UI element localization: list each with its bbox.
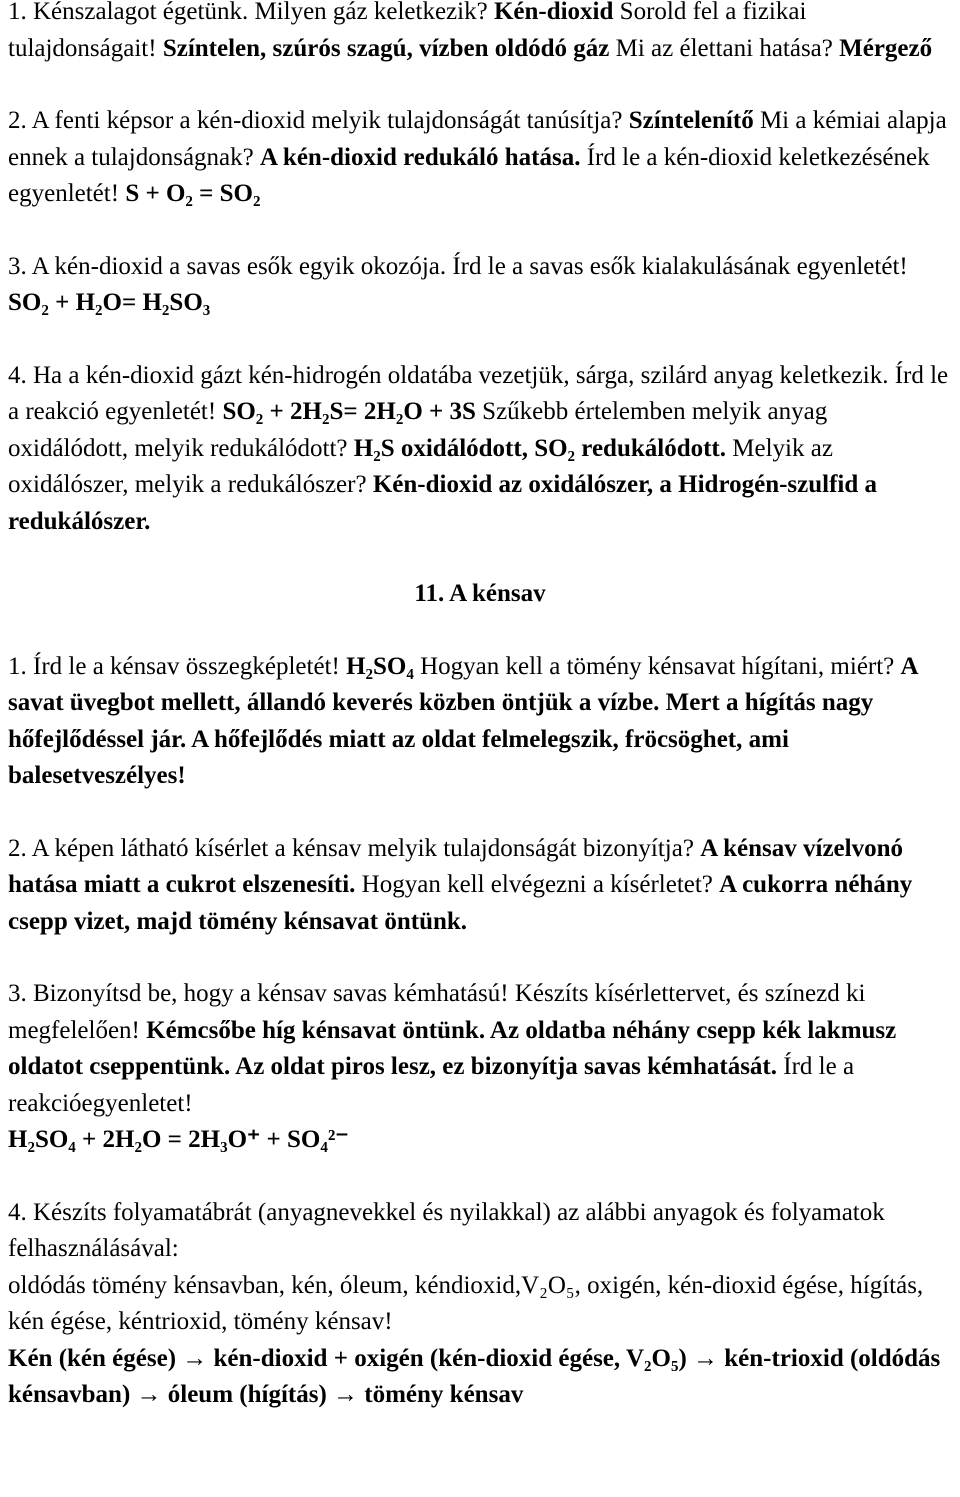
answer-text: A kénsav vízelvonó hatása miatt a cukrot elszenesíti. [8, 834, 903, 898]
question-text: Melyik az oxidálószer, melyik a redukálószer? [8, 434, 833, 498]
question-4 [8, 358, 952, 541]
question-text: 4. Készíts folyamatábrát (anyagnevekkel és nyilakkal) az alábbi anyagok és folyamatok felhasználásával: [8, 1198, 885, 1262]
question-text: Írd le a kén-dioxid keletkezésének egyenletét! [8, 143, 930, 207]
kensav-question-1 [8, 649, 952, 795]
question-text: Sorold fel a fizikai tulajdonságait! [8, 0, 807, 62]
question-text: 1. Kénszalagot égetünk. Milyen gáz keletkezik? [8, 0, 494, 25]
formula: H₂SO₄ [346, 652, 414, 680]
question-text: Szűkebb értelemben melyik anyag oxidálódott, melyik redukálódott? [8, 398, 828, 462]
answer-text: Kémcsőbe híg kénsavat öntünk. Az oldatba néhány csepp kék lakmusz oldatot cseppentünk. Az oldat piros lesz, ez bizonyítja savas kémhatását. [8, 1016, 897, 1080]
kensav-question-2 [8, 831, 952, 941]
answer-text: Színtelenítő [628, 107, 754, 134]
answer-text: H₂S oxidálódott, SO₂ redukálódott. [353, 434, 727, 462]
question-text: 1. Írd le a kénsav összegképletét! [8, 652, 347, 680]
question-1 [8, 0, 952, 67]
question-text: 4. Ha a kén-dioxid gázt kén-hidrogén oldatába vezetjük, sárga, szilárd anyag keletkezik. Írd le a reakció egyenletét! [8, 361, 949, 425]
answer-text: A kén-dioxid redukáló hatása. [260, 143, 581, 171]
answer-text: Kén-dioxid [493, 0, 614, 25]
question-text: Írd le a reakcióegyenletet! [8, 1053, 855, 1117]
question-text: Hogyan kell elvégezni a kísérletet? [355, 871, 720, 898]
answer-text: Mérgező [839, 34, 933, 62]
answer-text: Kén (kén égése) → kén-dioxid + oxigén (kén-dioxid égése, V₂O₅) → kén-trioxid (oldódás kénsavban) → óleum (hígítás) → tömény kénsav [8, 1344, 941, 1408]
question-2 [8, 103, 952, 213]
question-text: Mi az élettani hatása? [609, 34, 840, 62]
answer-text: Színtelen, szúrós szagú, vízben oldódó gáz [162, 34, 610, 62]
equation: S + O₂ = SO₂ [125, 180, 261, 207]
question-text: 2. A fenti képsor a kén-dioxid melyik tulajdonságát tanúsítja? [8, 107, 629, 134]
question-text: 3. A kén-dioxid a savas esők egyik okozója. Írd le a savas esők kialakulásának egyenletét! [8, 252, 908, 280]
answer-text: A cukorra néhány csepp vizet, majd tömény kénsavat öntünk. [8, 871, 913, 935]
question-text: 3. Bizonyítsd be, hogy a kénsav savas kémhatású! Készíts kísérlettervet, és színezd ki megfelelően! [8, 980, 866, 1044]
answer-text: Kén-dioxid az oxidálószer, a Hidrogén-szulfid a redukálószer. [8, 471, 878, 535]
section-title-text: 11. A kénsav [414, 580, 546, 607]
equation: SO₂ + H₂O= H₂SO₃ [8, 289, 211, 316]
kensav-question-4 [8, 1195, 952, 1414]
answer-text: A savat üvegbot mellett, állandó keverés közben öntjük a vízbe. Mert a hígítás nagy hőfejlődéssel jár. A hőfejlődés miatt az oldat felmelegszik, fröcsöghet, ami balesetveszélyes! [8, 652, 918, 789]
equation: H₂SO₄ + 2H₂O = 2H₃O⁺ + SO₄²⁻ [8, 1126, 349, 1153]
question-text: Mi a kémiai alapja ennek a tulajdonságnak? [8, 107, 947, 171]
equation: SO₂ + 2H₂S= 2H₂O + 3S [222, 398, 476, 425]
material-list: oldódás tömény kénsavban, kén, óleum, kéndioxid,V₂O₅, oxigén, kén-dioxid égése, hígítás, kén égése, kéntrioxid, tömény kénsav! [8, 1271, 924, 1335]
kensav-question-3 [8, 976, 952, 1159]
section-title [8, 576, 952, 613]
question-3 [8, 249, 952, 322]
question-text: Hogyan kell a tömény kénsavat hígítani, miért? [413, 652, 901, 680]
question-text: 2. A képen látható kísérlet a kénsav melyik tulajdonságát bizonyítja? [8, 834, 701, 862]
